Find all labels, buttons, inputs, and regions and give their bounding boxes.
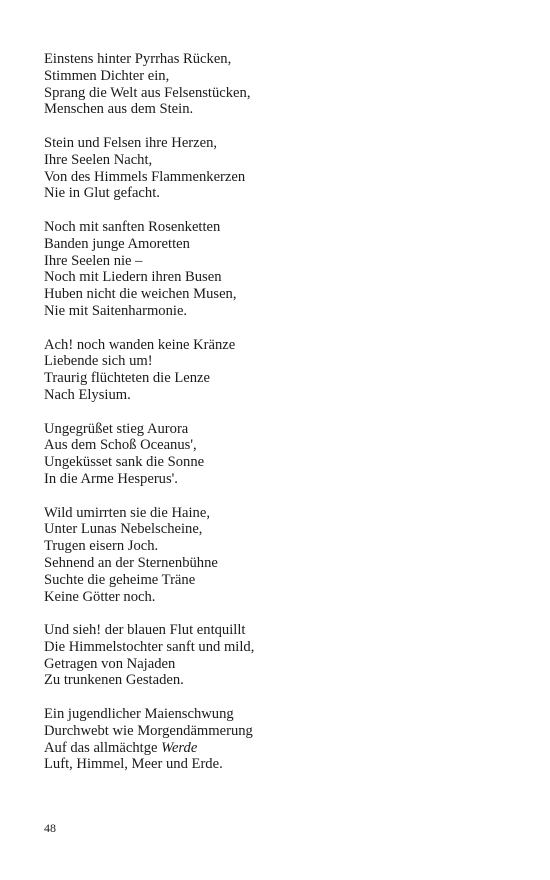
poem-line: Wild umirrten sie die Haine, (44, 504, 210, 521)
poem-line: Getragen von Najaden (44, 655, 176, 672)
poem-line: Ihre Seelen nie – (44, 252, 143, 269)
poem-line: Menschen aus dem Stein. (44, 101, 194, 118)
poem-line: Ungeküsset sank die Sonne (44, 454, 205, 471)
poem-line: Trugen eisern Joch. (44, 538, 159, 555)
poem-line: Noch mit Liedern ihren Busen (44, 269, 222, 286)
stanza-4 (44, 337, 524, 404)
stanza-2 (44, 135, 524, 202)
poem-line: Zu trunkenen Gestaden. (44, 672, 184, 689)
poem-line: Banden junge Amoretten (44, 235, 190, 252)
poem-line: Durchwebt wie Morgendämmerung (44, 722, 253, 739)
emphasis-word: Werde (161, 739, 198, 756)
poem-line: Nach Elysium. (44, 386, 131, 403)
poem-line: Und sieh! der blauen Flut entquillt (44, 622, 246, 639)
poem-line: Sehnend an der Sternenbühne (44, 554, 218, 571)
poem-line: Ach! noch wanden keine Kränze (44, 336, 236, 353)
poem-line: Ungegrüßet stieg Aurora (44, 420, 189, 437)
poem-line: Suchte die geheime Träne (44, 571, 196, 588)
poem-line: Ein jugendlicher Maienschwung (44, 706, 234, 723)
poem-line-text: Auf das allmächtge (44, 739, 162, 756)
stanza-1 (44, 51, 524, 118)
poem-line: Ihre Seelen Nacht, (44, 151, 153, 168)
poem-line: Huben nicht die weichen Musen, (44, 286, 237, 303)
stanza-5 (44, 421, 524, 488)
poem-line: Stein und Felsen ihre Herzen, (44, 134, 218, 151)
poem-line: Nie in Glut gefacht. (44, 185, 160, 202)
poem-line: Luft, Himmel, Meer und Erde. (44, 756, 223, 773)
poem-line: Noch mit sanften Rosenketten (44, 218, 221, 235)
page-number: 48 (44, 821, 56, 835)
poem-line: In die Arme Hesperus'. (44, 470, 178, 487)
poem-line: Nie mit Saitenharmonie. (44, 302, 188, 319)
stanza-7 (44, 622, 524, 689)
poem-line: Von des Himmels Flammenkerzen (44, 168, 246, 185)
poem-line: Unter Lunas Nebelscheine, (44, 521, 203, 538)
stanza-8 (44, 706, 524, 773)
poem-line: Traurig flüchteten die Lenze (44, 370, 211, 387)
poem-line-with-emphasis (44, 740, 524, 757)
poem-line: Aus dem Schoß Oceanus', (44, 437, 197, 454)
poem-line: Keine Götter noch. (44, 588, 156, 605)
poem-line: Stimmen Dichter ein, (44, 67, 170, 84)
poem-line: Sprang die Welt aus Felsenstücken, (44, 84, 251, 101)
poem-line: Die Himmelstochter sanft und mild, (44, 638, 255, 655)
stanza-6 (44, 505, 524, 606)
poem (44, 51, 524, 790)
poem-line: Liebende sich um! (44, 353, 153, 370)
stanza-3 (44, 219, 524, 320)
poem-line: Einstens hinter Pyrrhas Rücken, (44, 51, 232, 67)
